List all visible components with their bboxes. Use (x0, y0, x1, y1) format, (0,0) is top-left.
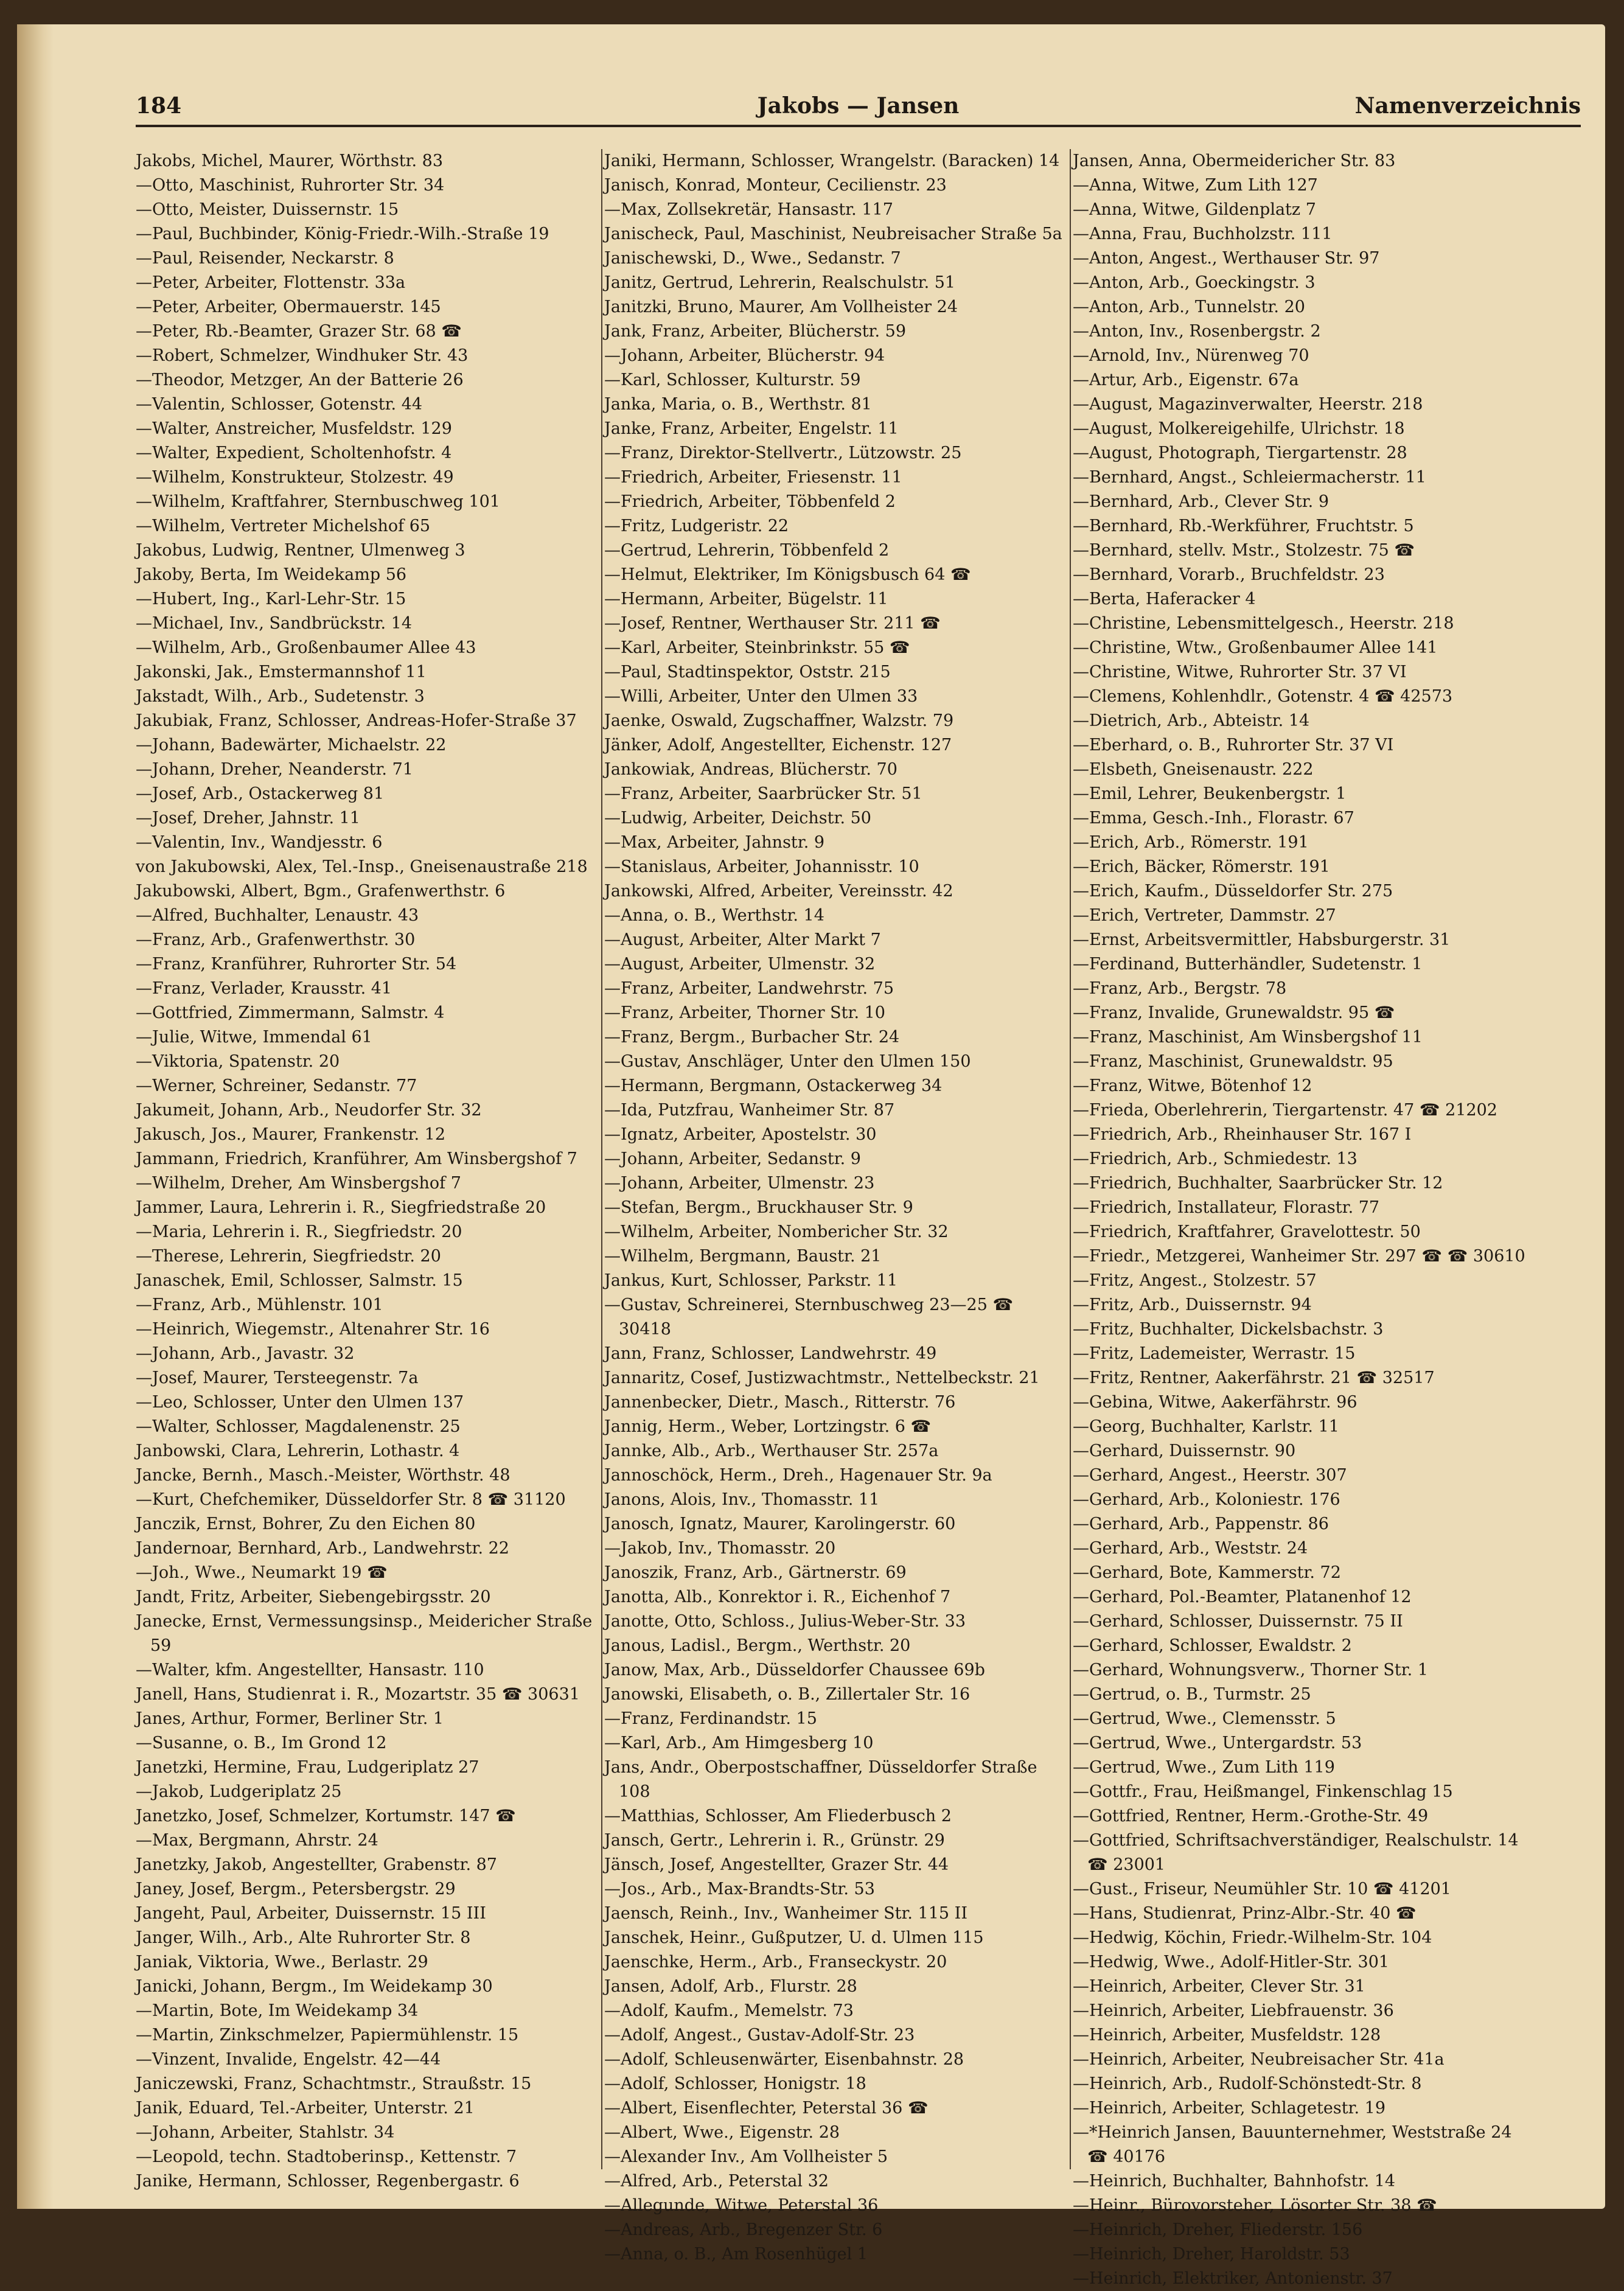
directory-entry: Jankowski, Alfred, Arbeiter, Vereinsstr. 42 (604, 882, 953, 901)
directory-entry: —Michael, Inv., Sandbrückstr. 14 (136, 614, 413, 633)
directory-entry: —Franz, Arbeiter, Saarbrücker Str. 51 (604, 784, 922, 803)
directory-entry: —Gerhard, Duissernstr. 90 (1073, 1442, 1296, 1460)
directory-entry: —Paul, Buchbinder, König-Friedr.-Wilh.-Straße 19 (136, 225, 549, 243)
directory-entry: —August, Arbeiter, Alter Markt 7 (604, 930, 881, 949)
directory-entry: —Arnold, Inv., Nürenweg 70 (1073, 346, 1309, 365)
directory-entry: Janotte, Otto, Schloss., Julius-Weber-Str. 33 (604, 1612, 966, 1631)
directory-entry: —Franz, Arbeiter, Thorner Str. 10 (604, 1003, 885, 1022)
directory-entry: —August, Magazinverwalter, Heerstr. 218 (1073, 395, 1423, 414)
directory-entry: —Erich, Bäcker, Römerstr. 191 (1073, 857, 1330, 876)
directory-entry: Jaenke, Oswald, Zugschaffner, Walzstr. 79 (604, 711, 954, 730)
directory-entry: Jaenschke, Herm., Arb., Franseckystr. 20 (604, 1953, 947, 1972)
directory-entry: —Gerhard, Arb., Weststr. 24 (1073, 1539, 1308, 1558)
directory-entry: —Wilhelm, Dreher, Am Winsbergshof 7 (136, 1174, 461, 1193)
directory-entry: Janowski, Elisabeth, o. B., Zillertaler Str. 16 (604, 1685, 971, 1704)
directory-entry: —Johann, Arbeiter, Stahlstr. 34 (136, 2123, 395, 2142)
directory-entry: —Friedrich, Arb., Schmiedestr. 13 (1073, 1149, 1357, 1168)
directory-entry: —Werner, Schreiner, Sedanstr. 77 (136, 1076, 417, 1095)
directory-entry: —Franz, Arbeiter, Landwehrstr. 75 (604, 979, 894, 998)
directory-entry: —Fritz, Buchhalter, Dickelsbachstr. 3 (1073, 1320, 1384, 1339)
directory-entry: —Ida, Putzfrau, Wanheimer Str. 87 (604, 1101, 895, 1120)
directory-entry: —Gottfr., Frau, Heißmangel, Finkenschlag 15 (1073, 1782, 1453, 1801)
directory-entry: Jann, Franz, Schlosser, Landwehrstr. 49 (604, 1344, 937, 1363)
directory-entry: —Berta, Haferacker 4 (1073, 590, 1256, 608)
directory-entry: —Walter, Schlosser, Magdalenenstr. 25 (136, 1417, 461, 1436)
directory-entry: —Willi, Arbeiter, Unter den Ulmen 33 (604, 687, 918, 706)
directory-entry: —Fritz, Ludgeristr. 22 (604, 517, 789, 535)
directory-entry: —Anna, Witwe, Gildenplatz 7 (1073, 200, 1316, 219)
directory-entry: —Gerhard, Arb., Pappenstr. 86 (1073, 1515, 1329, 1533)
directory-entry: Jandernoar, Bernhard, Arb., Landwehrstr. 22 (136, 1539, 509, 1558)
directory-entry: Janik, Eduard, Tel.-Arbeiter, Unterstr. 21 (136, 2099, 475, 2118)
directory-entry: —Ferdinand, Butterhändler, Sudetenstr. 1 (1073, 955, 1423, 974)
directory-entry: Jankowiak, Andreas, Blücherstr. 70 (604, 760, 897, 779)
directory-entry: —Leo, Schlosser, Unter den Ulmen 137 (136, 1393, 464, 1412)
directory-entry: Janitz, Gertrud, Lehrerin, Realschulstr. 51 (604, 273, 956, 292)
directory-entry: —Kurt, Chefchemiker, Düsseldorfer Str. 8 ☎ 31120 (136, 1490, 566, 1509)
directory-entry: —Gustav, Schreinerei, Sternbuschweg 23—25 ☎ 30418 (604, 1295, 1014, 1339)
directory-entry: —Valentin, Inv., Wandjesstr. 6 (136, 833, 383, 852)
directory-entry: —Hubert, Ing., Karl-Lehr-Str. 15 (136, 590, 406, 608)
directory-entry: —Franz, Arb., Grafenwerthstr. 30 (136, 930, 416, 949)
directory-entry: Janons, Alois, Inv., Thomasstr. 11 (604, 1490, 880, 1509)
directory-entry: Janitzki, Bruno, Maurer, Am Vollheister 24 (604, 298, 958, 316)
directory-entry: —Gertrud, o. B., Turmstr. 25 (1073, 1685, 1311, 1704)
directory-entry: —Hedwig, Köchin, Friedr.-Wilhelm-Str. 104 (1073, 1928, 1432, 1947)
directory-entry: Jansen, Adolf, Arb., Flurstr. 28 (604, 1977, 857, 1996)
directory-entry: —Eberhard, o. B., Ruhrorter Str. 37 VI (1073, 736, 1394, 755)
directory-entry: Jansen, Anna, Obermeidericher Str. 83 (1073, 152, 1396, 170)
directory-entry: —Johann, Arbeiter, Ulmenstr. 23 (604, 1174, 875, 1193)
directory-entry: Jakobs, Michel, Maurer, Wörthstr. 83 (136, 152, 444, 170)
directory-entry: —Johann, Arbeiter, Sedanstr. 9 (604, 1149, 861, 1168)
directory-entry: —August, Photograph, Tiergartenstr. 28 (1073, 444, 1407, 462)
directory-entry: Jannoschöck, Herm., Dreh., Hagenauer Str. 9a (604, 1466, 992, 1485)
directory-entry: —Otto, Meister, Duissernstr. 15 (136, 200, 399, 219)
directory-entry: —Christine, Lebensmittelgesch., Heerstr. 218 (1073, 614, 1454, 633)
directory-entry: Jänker, Adolf, Angestellter, Eichenstr. 127 (604, 736, 952, 755)
directory-entry: —Dietrich, Arb., Abteistr. 14 (1073, 711, 1310, 730)
directory-entry: —Jos., Arb., Max-Brandts-Str. 53 (604, 1880, 875, 1899)
directory-entry: Janger, Wilh., Arb., Alte Ruhrorter Str. 8 (136, 1928, 471, 1947)
directory-entry: —Adolf, Schleusenwärter, Eisenbahnstr. 28 (604, 2050, 964, 2069)
directory-entry: —Susanne, o. B., Im Grond 12 (136, 1734, 387, 1752)
directory-entry: Janous, Ladisl., Bergm., Werthstr. 20 (604, 1636, 911, 1655)
directory-entry: —Gerhard, Bote, Kammerstr. 72 (1073, 1563, 1341, 1582)
directory-entry: —Heinrich, Arbeiter, Neubreisacher Str. 41a (1073, 2050, 1445, 2069)
directory-entry: —Leopold, techn. Stadtoberinsp., Kettenstr. 7 (136, 2147, 517, 2166)
directory-entry: —Valentin, Schlosser, Gotenstr. 44 (136, 395, 423, 414)
directory-entry: Janiki, Hermann, Schlosser, Wrangelstr. (Baracken) 14 (604, 152, 1060, 170)
directory-entry: —Jakob, Ludgeriplatz 25 (136, 1782, 342, 1801)
column-divider (601, 149, 602, 2169)
directory-entry: —Heinrich, Arbeiter, Liebfrauenstr. 36 (1073, 2001, 1394, 2020)
directory-entry: —Max, Zollsekretär, Hansastr. 117 (604, 200, 893, 219)
directory-entry: —Paul, Reisender, Neckarstr. 8 (136, 249, 394, 268)
directory-entry: Jänsch, Josef, Angestellter, Grazer Str. 44 (604, 1855, 949, 1874)
directory-entry: Janetzki, Hermine, Frau, Ludgeriplatz 27 (136, 1758, 479, 1777)
directory-entry: —Bernhard, Angst., Schleiermacherstr. 11 (1073, 468, 1426, 487)
directory-entry: —August, Arbeiter, Ulmenstr. 32 (604, 955, 876, 974)
directory-entry: —Heinrich, Arbeiter, Schlagetestr. 19 (1073, 2099, 1386, 2118)
directory-entry: Janke, Franz, Arbeiter, Engelstr. 11 (604, 419, 899, 438)
directory-entry: —Heinrich, Wiegemstr., Altenahrer Str. 16 (136, 1320, 490, 1339)
directory-entry: —*Heinrich Jansen, Bauunternehmer, Weststraße 24 ☎ 40176 (1073, 2123, 1512, 2166)
directory-entry: Jans, Andr., Oberpostschaffner, Düsseldorfer Straße 108 (604, 1758, 1037, 1801)
directory-entry: —Jakob, Inv., Thomasstr. 20 (604, 1539, 836, 1558)
directory-entry: —Peter, Arbeiter, Flottenstr. 33a (136, 273, 406, 292)
page-number: 184 (136, 93, 182, 119)
directory-entry: —Bernhard, stellv. Mstr., Stolzestr. 75 ☎ (1073, 541, 1415, 560)
directory-entry: —Friedr., Metzgerei, Wanheimer Str. 297 ☎ ☎ 30610 (1073, 1247, 1525, 1266)
directory-entry: —Peter, Arbeiter, Obermauerstr. 145 (136, 298, 441, 316)
directory-entry: —Artur, Arb., Eigenstr. 67a (1073, 371, 1299, 389)
directory-entry: —Johann, Arb., Javastr. 32 (136, 1344, 355, 1363)
directory-entry: —Wilhelm, Bergmann, Baustr. 21 (604, 1247, 882, 1266)
directory-entry: —Ernst, Arbeitsvermittler, Habsburgerstr. 31 (1073, 930, 1451, 949)
directory-entry: —Bernhard, Vorarb., Bruchfeldstr. 23 (1073, 565, 1385, 584)
directory-entry: —Andreas, Arb., Bregenzer Str. 6 (604, 2220, 883, 2239)
directory-entry: —Heinrich, Arbeiter, Musfeldstr. 128 (1073, 2026, 1381, 2045)
directory-entry: Jansch, Gertr., Lehrerin i. R., Grünstr. 29 (604, 1831, 945, 1850)
directory-entry: —Walter, Anstreicher, Musfeldstr. 129 (136, 419, 452, 438)
directory-entry: Janotta, Alb., Konrektor i. R., Eichenhof 7 (604, 1588, 951, 1606)
directory-entry: Jank, Franz, Arbeiter, Blücherstr. 59 (604, 322, 907, 341)
directory-entry: Janischeck, Paul, Maschinist, Neubreisacher Straße 5a (604, 225, 1062, 243)
directory-entry: Jannke, Alb., Arb., Werthauser Str. 257a (604, 1442, 939, 1460)
directory-entry: —Hans, Studienrat, Prinz-Albr.-Str. 40 ☎ (1073, 1904, 1417, 1923)
directory-entry: —Max, Arbeiter, Jahnstr. 9 (604, 833, 825, 852)
directory-entry: Janka, Maria, o. B., Werthstr. 81 (604, 395, 872, 414)
directory-entry: —Georg, Buchhalter, Karlstr. 11 (1073, 1417, 1339, 1436)
directory-entry: Jandt, Fritz, Arbeiter, Siebengebirgsstr. 20 (136, 1588, 491, 1606)
directory-entry: —Helmut, Elektriker, Im Königsbusch 64 ☎ (604, 565, 971, 584)
directory-entry: Jammann, Friedrich, Kranführer, Am Winsbergshof 7 (136, 1149, 577, 1168)
directory-entry: —Fritz, Angest., Stolzestr. 57 (1073, 1271, 1317, 1290)
directory-entry: —Gust., Friseur, Neumühler Str. 10 ☎ 41201 (1073, 1880, 1451, 1899)
directory-entry: —Franz, Verlader, Krausstr. 41 (136, 979, 392, 998)
directory-entry: —Erich, Kaufm., Düsseldorfer Str. 275 (1073, 882, 1393, 901)
directory-entry: —Ludwig, Arbeiter, Deichstr. 50 (604, 809, 871, 828)
directory-entry: —Karl, Arb., Am Himgesberg 10 (604, 1734, 874, 1752)
directory-entry: —Heinrich, Elektriker, Antonienstr. 37 (1073, 2269, 1393, 2288)
directory-entry: Jannig, Herm., Weber, Lortzingstr. 6 ☎ (604, 1417, 932, 1436)
column-divider (1070, 149, 1071, 2169)
directory-entry: —Johann, Badewärter, Michaelstr. 22 (136, 736, 447, 755)
directory-entry: Janow, Max, Arb., Düsseldorfer Chaussee 69b (604, 1661, 985, 1679)
directory-entry: —Josef, Arb., Ostackerweg 81 (136, 784, 385, 803)
directory-entry: —Fritz, Lademeister, Werrastr. 15 (1073, 1344, 1356, 1363)
directory-entry: —Fritz, Arb., Duissernstr. 94 (1073, 1295, 1312, 1314)
directory-entry: —Wilhelm, Konstrukteur, Stolzestr. 49 (136, 468, 454, 487)
directory-entry: —Martin, Bote, Im Weidekamp 34 (136, 2001, 419, 2020)
directory-entry: —Gerhard, Schlosser, Duissernstr. 75 II (1073, 1612, 1403, 1631)
directory-entry: —Gertrud, Wwe., Untergardstr. 53 (1073, 1734, 1362, 1752)
directory-entry: Jakobus, Ludwig, Rentner, Ulmenweg 3 (136, 541, 465, 560)
directory-entry: —Adolf, Kaufm., Memelstr. 73 (604, 2001, 854, 2020)
directory-entry: —Matthias, Schlosser, Am Fliederbusch 2 (604, 1807, 952, 1825)
directory-entry: —Karl, Arbeiter, Steinbrinkstr. 55 ☎ (604, 638, 910, 657)
directory-entry: —Franz, Maschinist, Grunewaldstr. 95 (1073, 1052, 1393, 1071)
column-middle (604, 149, 1067, 2264)
directory-entry: —Albert, Eisenflechter, Peterstal 36 ☎ (604, 2099, 929, 2118)
directory-entry: Janey, Josef, Bergm., Petersbergstr. 29 (136, 1880, 456, 1899)
directory-entry: Jakubowski, Albert, Bgm., Grafenwerthstr. 6 (136, 882, 506, 901)
directory-entry: —Friedrich, Arbeiter, Többenfeld 2 (604, 492, 896, 511)
directory-entry: —Emil, Lehrer, Beukenbergstr. 1 (1073, 784, 1347, 803)
column-right (1073, 149, 1535, 2288)
directory-entry: —Anna, Frau, Buchholzstr. 111 (1073, 225, 1333, 243)
directory-entry: Janischewski, D., Wwe., Sedanstr. 7 (604, 249, 901, 268)
directory-entry: —Emma, Gesch.-Inh., Florastr. 67 (1073, 809, 1354, 828)
section-title: Namenverzeichnis (1354, 93, 1581, 119)
directory-entry: —Stefan, Bergm., Bruckhauser Str. 9 (604, 1198, 913, 1217)
directory-entry: —Franz, Ferdinandstr. 15 (604, 1709, 817, 1728)
directory-entry: —Albert, Wwe., Eigenstr. 28 (604, 2123, 840, 2142)
directory-entry: —Fritz, Rentner, Aakerfährstr. 21 ☎ 32517 (1073, 1369, 1435, 1387)
directory-entry: —Martin, Zinkschmelzer, Papiermühlenstr. 15 (136, 2026, 519, 2045)
directory-entry: —Christine, Witwe, Ruhrorter Str. 37 VI (1073, 663, 1407, 682)
directory-entry: Janiak, Viktoria, Wwe., Berlastr. 29 (136, 1953, 428, 1972)
directory-entry: —Friedrich, Installateur, Florastr. 77 (1073, 1198, 1380, 1217)
directory-entry: —Otto, Maschinist, Ruhrorter Str. 34 (136, 176, 445, 195)
directory-entry: —Erich, Arb., Römerstr. 191 (1073, 833, 1309, 852)
directory-entry: Jakusch, Jos., Maurer, Frankenstr. 12 (136, 1125, 446, 1144)
directory-entry: —Anna, o. B., Am Rosenhügel 1 (604, 2245, 868, 2264)
directory-entry: —Anna, o. B., Werthstr. 14 (604, 906, 824, 925)
directory-entry: —Heinr., Bürovorsteher, Lösorter Str. 38 ☎ (1073, 2196, 1437, 2215)
directory-entry: Jakstadt, Wilh., Arb., Sudetenstr. 3 (136, 687, 425, 706)
directory-entry: —Johann, Arbeiter, Blücherstr. 94 (604, 346, 885, 365)
directory-entry: —Elsbeth, Gneisenaustr. 222 (1073, 760, 1314, 779)
directory-entry: —Wilhelm, Vertreter Michelshof 65 (136, 517, 431, 535)
directory-entry: Janetzko, Josef, Schmelzer, Kortumstr. 147 ☎ (136, 1807, 516, 1825)
directory-entry: —Gerhard, Angest., Heerstr. 307 (1073, 1466, 1347, 1485)
book-spine-shadow (17, 24, 54, 2209)
directory-entry: —Gottfried, Zimmermann, Salmstr. 4 (136, 1003, 445, 1022)
directory-entry: —Hedwig, Wwe., Adolf-Hitler-Str. 301 (1073, 1953, 1390, 1972)
directory-entry: —Adolf, Angest., Gustav-Adolf-Str. 23 (604, 2026, 915, 2045)
directory-entry: —Gertrud, Lehrerin, Többenfeld 2 (604, 541, 890, 560)
directory-entry: —Anton, Angest., Werthauser Str. 97 (1073, 249, 1380, 268)
directory-entry: —Josef, Rentner, Werthauser Str. 211 ☎ (604, 614, 941, 633)
directory-entry: —Heinrich, Arb., Rudolf-Schönstedt-Str. 8 (1073, 2074, 1422, 2093)
directory-entry: Jakubiak, Franz, Schlosser, Andreas-Hofer-Straße 37 (136, 711, 577, 730)
directory-entry: Janell, Hans, Studienrat i. R., Mozartstr. 35 ☎ 30631 (136, 1685, 580, 1704)
directory-entry: —Franz, Witwe, Bötenhof 12 (1073, 1076, 1312, 1095)
directory-entry: —Theodor, Metzger, An der Batterie 26 (136, 371, 464, 389)
directory-entry: Janiczewski, Franz, Schachtmstr., Straußstr. 15 (136, 2074, 532, 2093)
directory-entry: —Friedrich, Buchhalter, Saarbrücker Str. 12 (1073, 1174, 1443, 1193)
directory-entry: —Franz, Direktor-Stellvertr., Lützowstr. 25 (604, 444, 962, 462)
directory-entry: —Anton, Arb., Goeckingstr. 3 (1073, 273, 1316, 292)
directory-entry: —Maria, Lehrerin i. R., Siegfriedstr. 20 (136, 1222, 462, 1241)
directory-entry: —Clemens, Kohlenhdlr., Gotenstr. 4 ☎ 42573 (1073, 687, 1453, 706)
directory-entry: —Alexander Inv., Am Vollheister 5 (604, 2147, 888, 2166)
directory-entry: —Anton, Inv., Rosenbergstr. 2 (1073, 322, 1321, 341)
directory-entry: —Gertrud, Wwe., Clemensstr. 5 (1073, 1709, 1336, 1728)
directory-entry: —Friedrich, Arb., Rheinhauser Str. 167 I (1073, 1125, 1412, 1144)
directory-entry: Janecke, Ernst, Vermessungsinsp., Meidericher Straße 59 (136, 1612, 593, 1655)
directory-entry: —Walter, Expedient, Scholtenhofstr. 4 (136, 444, 452, 462)
directory-entry: —Josef, Maurer, Tersteegenstr. 7a (136, 1369, 419, 1387)
directory-entry: —Johann, Dreher, Neanderstr. 71 (136, 760, 413, 779)
directory-entry: Jankus, Kurt, Schlosser, Parkstr. 11 (604, 1271, 898, 1290)
directory-entry: Janoszik, Franz, Arb., Gärtnerstr. 69 (604, 1563, 907, 1582)
directory-entry: —Hermann, Arbeiter, Bügelstr. 11 (604, 590, 888, 608)
directory-entry: —August, Molkereigehilfe, Ulrichstr. 18 (1073, 419, 1405, 438)
directory-entry: —Franz, Invalide, Grunewaldstr. 95 ☎ (1073, 1003, 1395, 1022)
directory-entry: —Gertrud, Wwe., Zum Lith 119 (1073, 1758, 1335, 1777)
directory-entry: —Adolf, Schlosser, Honigstr. 18 (604, 2074, 866, 2093)
directory-entry: —Allegunde, Witwe, Peterstal 36 (604, 2196, 879, 2215)
directory-entry: —Friedrich, Arbeiter, Friesenstr. 11 (604, 468, 902, 487)
directory-entry: Janczik, Ernst, Bohrer, Zu den Eichen 80 (136, 1515, 476, 1533)
directory-entry: —Hermann, Bergmann, Ostackerweg 34 (604, 1076, 943, 1095)
directory-entry: —Gerhard, Schlosser, Ewaldstr. 2 (1073, 1636, 1352, 1655)
directory-entry: —Julie, Witwe, Immendal 61 (136, 1028, 372, 1047)
directory-entry: Janetzky, Jakob, Angestellter, Grabenstr. 87 (136, 1855, 497, 1874)
directory-entry: —Friedrich, Kraftfahrer, Gravelottestr. 50 (1073, 1222, 1421, 1241)
directory-entry: —Bernhard, Arb., Clever Str. 9 (1073, 492, 1330, 511)
directory-entry: —Heinrich, Buchhalter, Bahnhofstr. 14 (1073, 2172, 1396, 2191)
directory-entry: —Gerhard, Pol.-Beamter, Platanenhof 12 (1073, 1588, 1412, 1606)
directory-page (17, 24, 1605, 2288)
column-left (136, 149, 598, 2194)
directory-entry: —Therese, Lehrerin, Siegfriedstr. 20 (136, 1247, 441, 1266)
directory-entry: Jangeht, Paul, Arbeiter, Duissernstr. 15 III (136, 1904, 486, 1923)
directory-entry: Janike, Hermann, Schlosser, Regenbergastr. 6 (136, 2172, 520, 2191)
directory-entry: Jakoby, Berta, Im Weidekamp 56 (136, 565, 407, 584)
directory-entry: —Wilhelm, Kraftfahrer, Sternbuschweg 101 (136, 492, 500, 511)
directory-entry: Jakonski, Jak., Emstermannshof 11 (136, 663, 427, 682)
directory-entry: Janschek, Heinr., Gußputzer, U. d. Ulmen 115 (604, 1928, 984, 1947)
directory-entry: —Anna, Witwe, Zum Lith 127 (1073, 176, 1318, 195)
directory-entry: —Gerhard, Arb., Koloniestr. 176 (1073, 1490, 1340, 1509)
directory-entry: Janbowski, Clara, Lehrerin, Lothastr. 4 (136, 1442, 460, 1460)
page-header (136, 88, 1581, 127)
directory-entry: —Ignatz, Arbeiter, Apostelstr. 30 (604, 1125, 877, 1144)
directory-entry: —Heinrich, Dreher, Haroldstr. 53 (1073, 2245, 1350, 2264)
directory-entry: Jakumeit, Johann, Arb., Neudorfer Str. 32 (136, 1101, 482, 1120)
directory-entry: —Wilhelm, Arb., Großenbaumer Allee 43 (136, 638, 476, 657)
directory-entry: —Gebina, Witwe, Aakerfährstr. 96 (1073, 1393, 1357, 1412)
directory-entry: —Karl, Schlosser, Kulturstr. 59 (604, 371, 861, 389)
directory-entry: —Franz, Kranführer, Ruhrorter Str. 54 (136, 955, 457, 974)
directory-entry: —Heinrich, Arbeiter, Clever Str. 31 (1073, 1977, 1365, 1996)
directory-entry: —Max, Bergmann, Ahrstr. 24 (136, 1831, 378, 1850)
directory-entry: —Wilhelm, Arbeiter, Nombericher Str. 32 (604, 1222, 949, 1241)
directory-entry: —Josef, Dreher, Jahnstr. 11 (136, 809, 360, 828)
directory-entry: Janosch, Ignatz, Maurer, Karolingerstr. 60 (604, 1515, 956, 1533)
directory-entry: Jaensch, Reinh., Inv., Wanheimer Str. 115 II (604, 1904, 968, 1923)
directory-entry: —Stanislaus, Arbeiter, Johannisstr. 10 (604, 857, 919, 876)
directory-entry: —Christine, Wtw., Großenbaumer Allee 141 (1073, 638, 1438, 657)
directory-entry: Jancke, Bernh., Masch.-Meister, Wörthstr. 48 (136, 1466, 511, 1485)
directory-entry: —Heinrich, Dreher, Fliederstr. 156 (1073, 2220, 1363, 2239)
directory-entry: —Franz, Bergm., Burbacher Str. 24 (604, 1028, 900, 1047)
directory-entry: Jannaritz, Cosef, Justizwachtmstr., Nettelbeckstr. 21 (604, 1369, 1040, 1387)
directory-entry: —Joh., Wwe., Neumarkt 19 ☎ (136, 1563, 388, 1582)
directory-entry: —Walter, kfm. Angestellter, Hansastr. 110 (136, 1661, 484, 1679)
directory-entry: —Viktoria, Spatenstr. 20 (136, 1052, 340, 1071)
directory-entry: —Gerhard, Wohnungsverw., Thorner Str. 1 (1073, 1661, 1429, 1679)
directory-entry: —Vinzent, Invalide, Engelstr. 42—44 (136, 2050, 441, 2069)
directory-entry: Janes, Arthur, Former, Berliner Str. 1 (136, 1709, 444, 1728)
directory-entry: —Alfred, Buchhalter, Lenaustr. 43 (136, 906, 419, 925)
directory-entry: —Franz, Arb., Mühlenstr. 101 (136, 1295, 383, 1314)
directory-entry: —Franz, Arb., Bergstr. 78 (1073, 979, 1287, 998)
directory-entry: —Gustav, Anschläger, Unter den Ulmen 150 (604, 1052, 971, 1071)
directory-entry: —Anton, Arb., Tunnelstr. 20 (1073, 298, 1305, 316)
directory-entry: —Paul, Stadtinspektor, Oststr. 215 (604, 663, 891, 682)
running-title: Jakobs — Jansen (757, 93, 960, 119)
directory-entry: Jammer, Laura, Lehrerin i. R., Siegfriedstraße 20 (136, 1198, 546, 1217)
directory-entry: —Franz, Maschinist, Am Winsbergshof 11 (1073, 1028, 1423, 1047)
directory-entry: Jannenbecker, Dietr., Masch., Ritterstr. 76 (604, 1393, 956, 1412)
directory-entry: —Gottfried, Schriftsachverständiger, Realschulstr. 14 ☎ 23001 (1073, 1831, 1519, 1874)
directory-entry: —Robert, Schmelzer, Windhuker Str. 43 (136, 346, 469, 365)
directory-entry: —Bernhard, Rb.-Werkführer, Fruchtstr. 5 (1073, 517, 1414, 535)
directory-entry: Janisch, Konrad, Monteur, Cecilienstr. 23 (604, 176, 947, 195)
directory-entry: —Frieda, Oberlehrerin, Tiergartenstr. 47 ☎ 21202 (1073, 1101, 1497, 1120)
directory-entry: —Gottfried, Rentner, Herm.-Grothe-Str. 49 (1073, 1807, 1429, 1825)
directory-entry: von Jakubowski, Alex, Tel.-Insp., Gneisenaustraße 218 (136, 857, 588, 876)
directory-entry: —Erich, Vertreter, Dammstr. 27 (1073, 906, 1336, 925)
directory-entry: Janaschek, Emil, Schlosser, Salmstr. 15 (136, 1271, 463, 1290)
directory-entry: —Alfred, Arb., Peterstal 32 (604, 2172, 829, 2191)
directory-entry: Janicki, Johann, Bergm., Im Weidekamp 30 (136, 1977, 493, 1996)
directory-entry: —Peter, Rb.-Beamter, Grazer Str. 68 ☎ (136, 322, 462, 341)
